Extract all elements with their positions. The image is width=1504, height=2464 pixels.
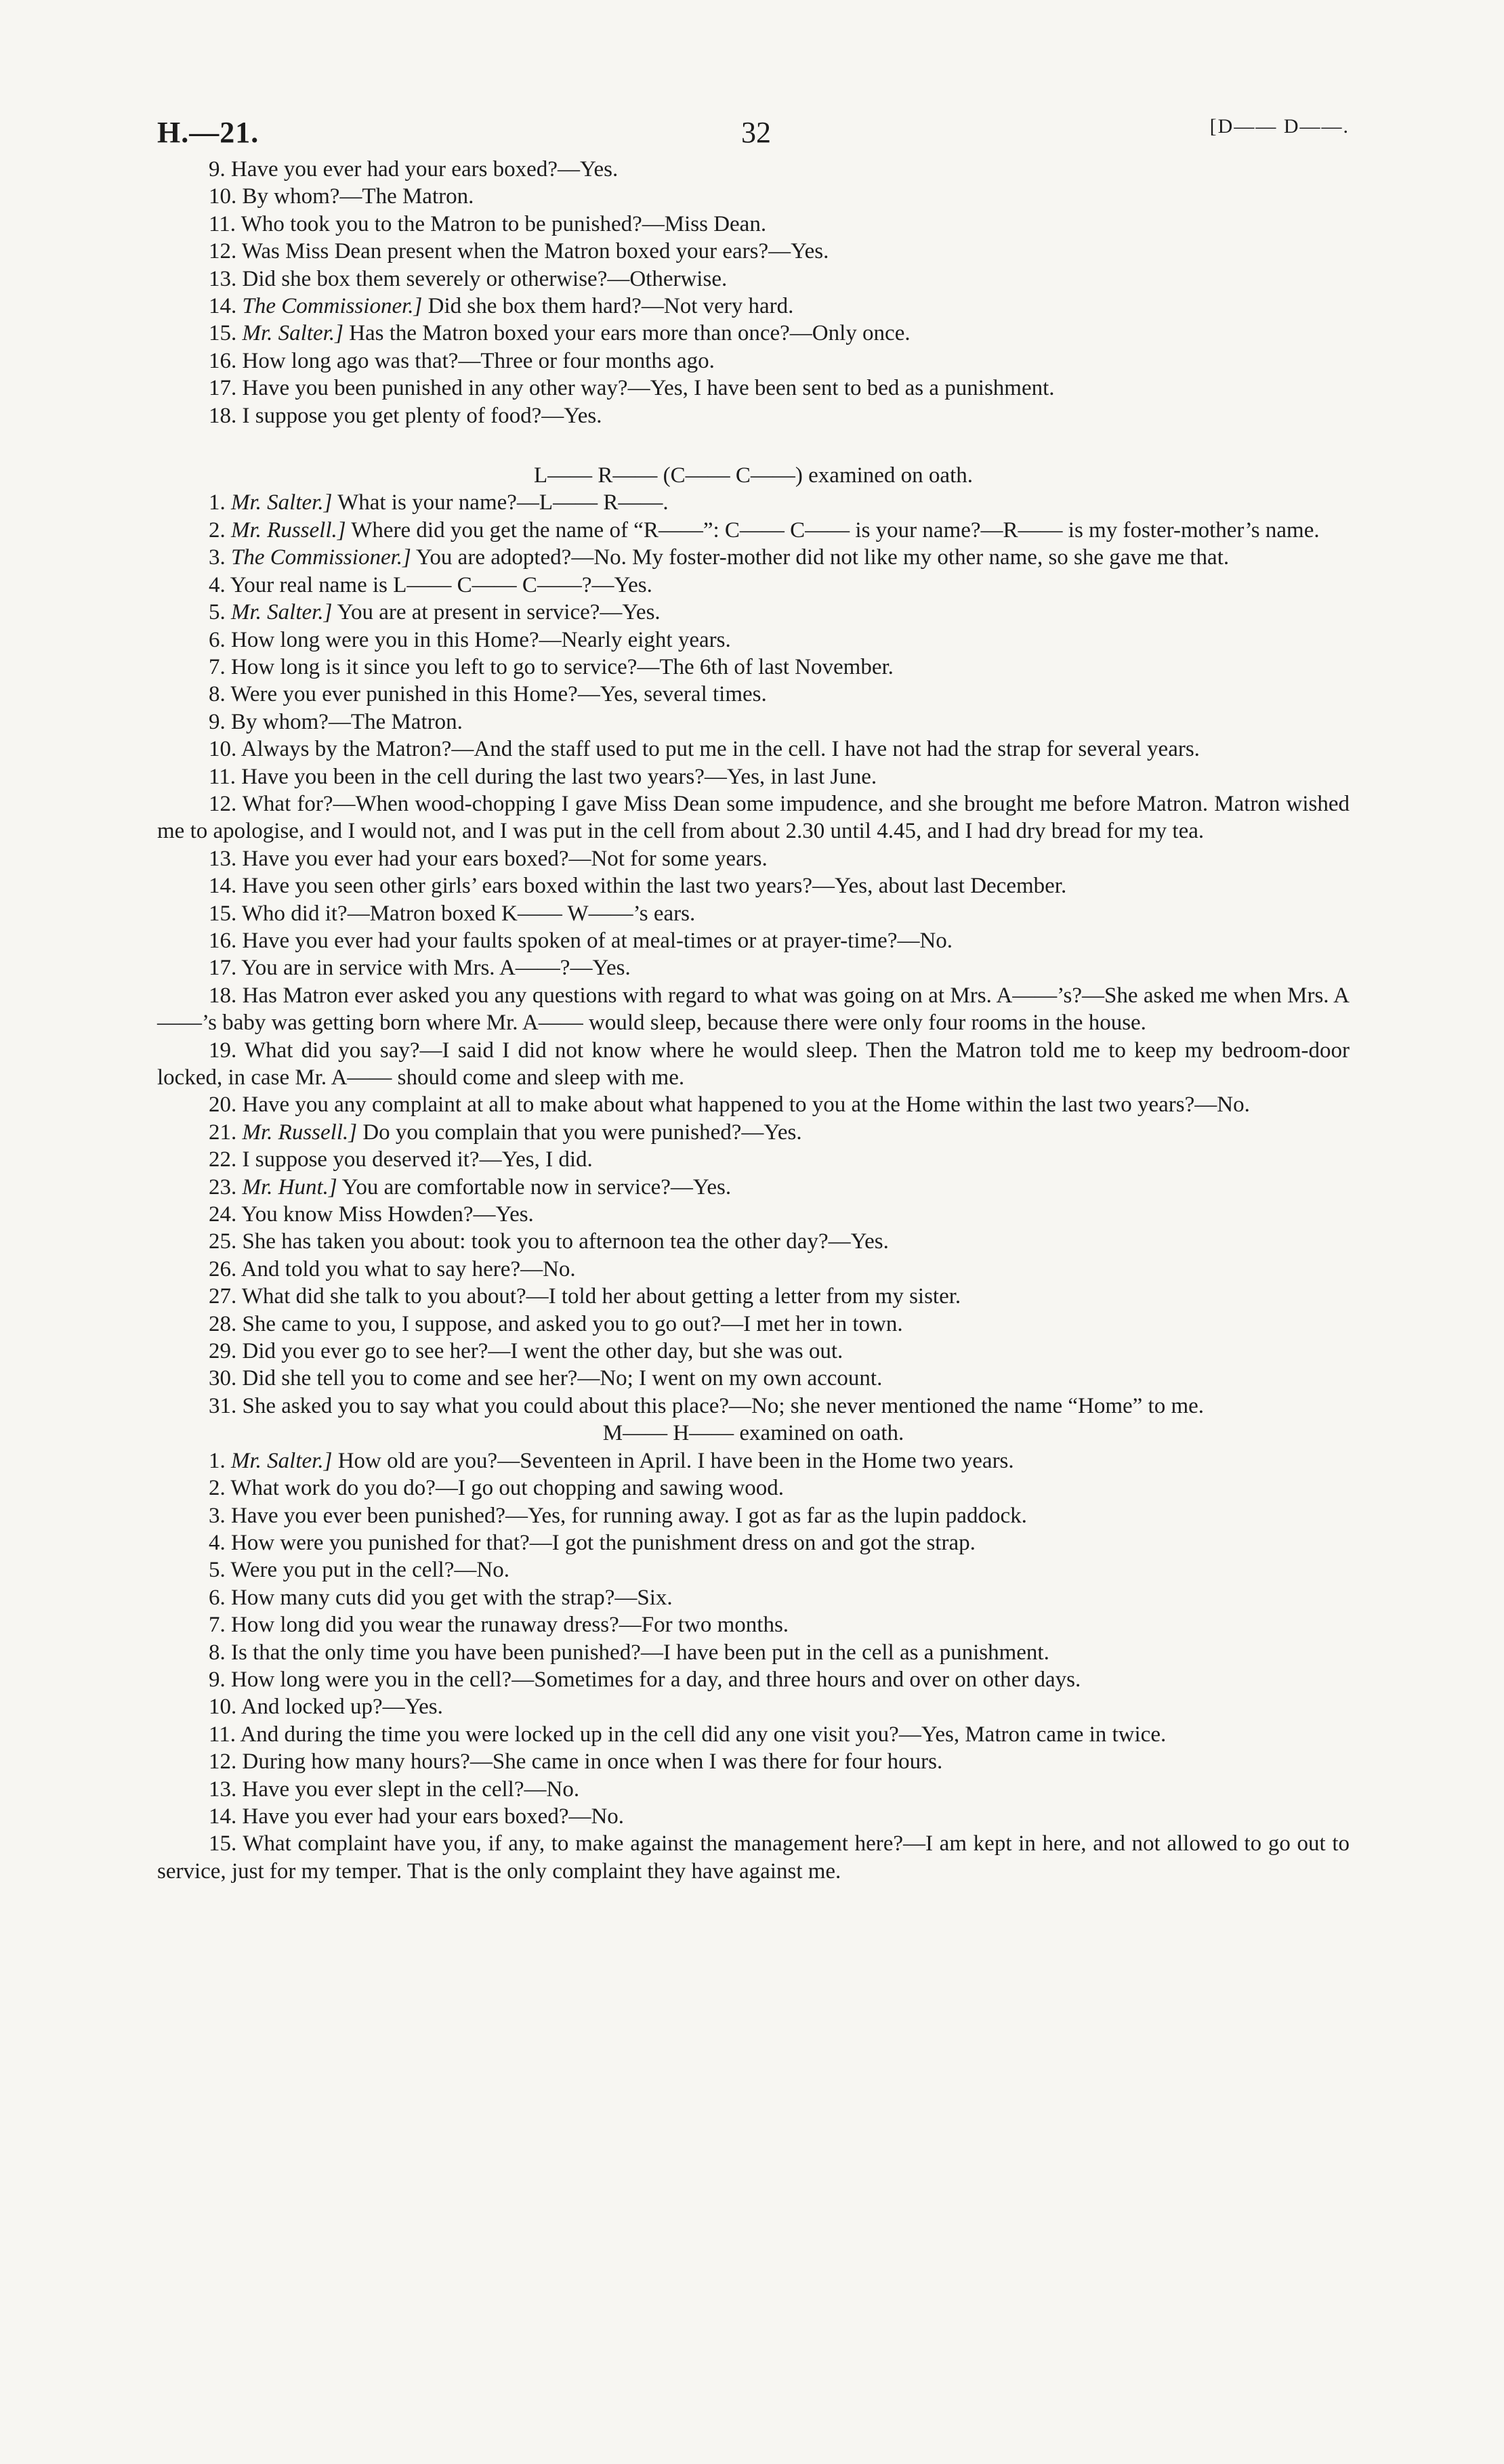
speaker-name: Mr. Salter.] [231,490,333,515]
question-number: 14. [209,1804,237,1829]
question-number: 15. [209,901,237,926]
question-answer [157,1529,1350,1556]
question-number: 14. [209,874,237,899]
question-answer [157,211,1350,238]
question-text: Who did it?—Matron boxed K—— W——’s ears. [241,901,696,926]
question-number: 21. [209,1120,237,1145]
question-text: Have you any complaint at all to make about what happened to you at the Home within the last two years?—No. [242,1092,1250,1118]
question-answer [157,375,1350,402]
speaker-name: Mr. Hunt.] [242,1174,337,1199]
question-text: Always by the Matron?—And the staff used to put me in the cell. I have not had the strap for several years. [241,737,1200,762]
question-number: 19. [209,1038,237,1063]
question-text: Were you ever punished in this Home?—Yes, several times. [230,682,767,707]
question-text: Was Miss Dean present when the Matron boxed your ears?—Yes. [241,239,829,264]
testimony-body [157,156,1350,1885]
question-answer [157,681,1350,708]
question-number: 12. [209,791,237,816]
question-text: You are comfortable now in service?—Yes. [337,1174,732,1199]
question-answer [157,1584,1350,1611]
question-text: And during the time you were locked up in the cell did any one visit you?—Yes, Matron came in twice. [240,1722,1167,1747]
question-answer [157,1174,1350,1201]
question-number: 16. [209,348,237,373]
question-text: How long were you in the cell?—Sometimes for a day, and three hours and over on other days. [231,1667,1081,1692]
question-answer [157,402,1350,429]
witness-heading: M—— H—— examined on oath. [602,1421,904,1446]
question-number: 15. [209,1831,237,1856]
question-text: Do you complain that you were punished?—Yes. [357,1120,802,1145]
question-text: And told you what to say here?—No. [241,1256,576,1281]
question-number: 4. [209,572,226,597]
question-number: 9. [209,1667,226,1692]
question-answer [157,1091,1350,1118]
question-answer [157,845,1350,872]
question-answer [157,183,1350,210]
question-answer [157,1119,1350,1146]
question-answer [157,1502,1350,1529]
speaker-name: Mr. Russell.] [231,517,346,543]
question-text: Have you ever been punished?—Yes, for running away. I got as far as the lupin paddock. [231,1503,1027,1528]
question-text: Have you ever had your faults spoken of at meal-times or at prayer-time?—No. [242,928,953,953]
question-number: 2. [209,1476,226,1501]
question-answer [157,1803,1350,1830]
question-text: You know Miss Howden?—Yes. [241,1202,534,1227]
question-answer [157,708,1350,736]
question-answer [157,1447,1350,1474]
question-text: During how many hours?—She came in once when I was there for four hours. [242,1749,943,1775]
speaker-name: Mr. Salter.] [242,321,343,346]
question-answer [157,872,1350,899]
question-answer [157,1365,1350,1392]
question-number: 10. [209,737,237,762]
question-answer [157,982,1350,1037]
question-answer [157,1748,1350,1775]
question-number: 12. [209,239,237,264]
question-number: 14. [209,294,237,319]
question-number: 10. [209,184,237,209]
question-text: Have you seen other girls’ ears boxed within the last two years?—Yes, about last December. [242,874,1067,899]
question-text: What is your name?—L—— R——. [332,490,669,515]
question-number: 13. [209,1777,237,1802]
question-answer [157,1693,1350,1720]
question-number: 20. [209,1092,237,1118]
question-answer [157,1393,1350,1420]
question-number: 9. [209,709,226,734]
question-text: I suppose you get plenty of food?—Yes. [242,403,602,428]
speaker-name: Mr. Russell.] [242,1120,358,1145]
question-number: 30. [209,1366,237,1391]
question-number: 1. [209,1448,226,1473]
question-number: 25. [209,1229,237,1254]
question-answer [157,544,1350,571]
question-answer [157,489,1350,516]
question-text: How many cuts did you get with the strap?—Six. [231,1585,673,1610]
question-answer [157,156,1350,183]
question-text: Has the Matron boxed your ears more than once?—Only once. [343,321,911,346]
question-text: How long were you in this Home?—Nearly eight years. [231,627,731,652]
question-number: 3. [209,545,226,570]
question-text: What did she talk to you about?—I told her about getting a letter from my sister. [241,1284,961,1309]
section-spacer [157,429,1350,462]
question-text: Have you ever slept in the cell?—No. [242,1777,580,1802]
question-text: And locked up?—Yes. [241,1695,443,1720]
question-text: She asked you to say what you could about this place?—No; she never mentioned the name “Home” to me. [242,1393,1205,1418]
question-number: 23. [209,1174,237,1199]
question-answer [157,654,1350,681]
question-number: 10. [209,1695,237,1720]
question-number: 13. [209,266,237,291]
question-text: How old are you?—Seventeen in April. I have been in the Home two years. [332,1448,1014,1473]
question-text: By whom?—The Matron. [242,184,474,209]
question-answer [157,1256,1350,1283]
question-answer [157,1611,1350,1638]
question-answer [157,1338,1350,1365]
question-number: 17. [209,956,237,981]
question-text: By whom?—The Matron. [231,709,463,734]
question-number: 2. [209,517,226,543]
question-text: Have you ever had your ears boxed?—Not for some years. [242,846,768,871]
question-text: She came to you, I suppose, and asked you to go out?—I met her in town. [242,1311,903,1336]
witness-heading: L—— R—— (C—— C——) examined on oath. [533,463,973,488]
question-number: 15. [209,321,237,346]
question-number: 18. [209,983,237,1008]
question-number: 11. [209,764,236,789]
question-answer [157,626,1350,654]
question-number: 22. [209,1147,237,1172]
question-number: 12. [209,1749,237,1775]
question-text: Have you been punished in any other way?—Yes, I have been sent to bed as a punishment. [242,376,1055,401]
question-number: 16. [209,928,237,953]
question-text: Did she box them severely or otherwise?—Otherwise. [242,266,728,291]
question-answer [157,517,1350,544]
question-answer [157,1311,1350,1338]
question-answer [157,736,1350,763]
question-text: Is that the only time you have been punished?—I have been put in the cell as a punishment. [231,1640,1049,1665]
question-number: 6. [209,627,226,652]
question-answer [157,1721,1350,1748]
question-answer [157,599,1350,626]
question-text: Your real name is L—— C—— C——?—Yes. [230,572,652,597]
question-answer [157,927,1350,954]
question-number: 8. [209,682,226,707]
question-text: Did you ever go to see her?—I went the other day, but she was out. [242,1339,843,1364]
question-answer [157,1556,1350,1584]
question-answer [157,238,1350,265]
question-number: 26. [209,1256,237,1281]
speaker-name: Mr. Salter.] [231,600,333,625]
speaker-name: The Commissioner.] [242,294,423,319]
question-answer [157,1776,1350,1803]
page-header [157,115,1350,156]
question-text: Have you ever had your ears boxed?—No. [242,1804,625,1829]
question-text: Who took you to the Matron to be punished?—Miss Dean. [241,211,767,236]
question-answer [157,1474,1350,1502]
question-answer [157,790,1350,845]
testimony-section [157,429,1350,1420]
question-text: How long did you wear the runaway dress?—For two months. [231,1613,789,1638]
question-number: 29. [209,1339,237,1364]
question-number: 27. [209,1284,237,1309]
question-text: I suppose you deserved it?—Yes, I did. [242,1147,593,1172]
question-text: You are adopted?—No. My foster-mother did not like my other name, so she gave me that. [411,545,1230,570]
question-answer [157,1146,1350,1173]
question-number: 11. [209,211,236,236]
question-number: 31. [209,1393,237,1418]
question-number: 1. [209,490,226,515]
question-text: What complaint have you, if any, to make against the management here?—I am kept in here, and not allowed to go out to service, just for my temper. That is the only complaint they have against me. [157,1831,1350,1884]
speaker-name: Mr. Salter.] [231,1448,333,1473]
question-answer [157,293,1350,320]
question-text: You are in service with Mrs. A——?—Yes. [241,956,631,981]
question-number: 11. [209,1722,236,1747]
question-answer [157,265,1350,293]
question-text: She has taken you about: took you to afternoon tea the other day?—Yes. [242,1229,889,1254]
question-answer [157,1201,1350,1228]
question-text: How long ago was that?—Three or four months ago. [242,348,715,373]
question-text: Did she box them hard?—Not very hard. [422,294,794,319]
question-text: What work do you do?—I go out chopping and sawing wood. [230,1476,785,1501]
paper-reference: H.—21. [157,116,259,149]
question-answer [157,1639,1350,1666]
question-number: 24. [209,1202,237,1227]
page-number: 32 [741,116,771,149]
question-answer [157,1830,1350,1885]
question-answer [157,763,1350,790]
question-answer [157,1283,1350,1310]
question-text: Were you put in the cell?—No. [230,1558,509,1583]
question-number: 3. [209,1503,226,1528]
witness-reference: [D—— D——. [1209,115,1350,137]
question-number: 5. [209,1558,226,1583]
question-number: 5. [209,600,226,625]
question-number: 17. [209,376,237,401]
question-number: 4. [209,1530,226,1555]
question-text: What did you say?—I said I did not know where he would sleep. Then the Matron told me to keep my bedroom-door locked, in case Mr. A—— should come and sleep with me. [157,1038,1350,1090]
question-text: Has Matron ever asked you any questions with regard to what was going on at Mrs. A——’s?—She asked me when Mrs. A——’s baby was getting born where Mr. A—— would sleep, because there were only four rooms in the house. [157,983,1350,1036]
testimony-section [157,156,1350,429]
question-number: 28. [209,1311,237,1336]
question-answer [157,320,1350,347]
question-answer [157,347,1350,375]
question-text: What for?—When wood-chopping I gave Miss Dean some impudence, and she brought me before Matron. Matron wished me to apologise, and I would not, and I was put in the cell from about 2.30 until 4.45, and I had dry bread for my tea. [157,791,1350,844]
speaker-name: The Commissioner.] [231,545,411,570]
question-text: Did she tell you to come and see her?—No; I went on my own account. [242,1366,883,1391]
question-answer [157,1228,1350,1255]
question-text: Have you been in the cell during the last two years?—Yes, in last June. [241,764,877,789]
question-number: 7. [209,654,226,679]
question-answer [157,1037,1350,1092]
question-answer [157,954,1350,981]
question-text: You are at present in service?—Yes. [332,600,661,625]
question-answer [157,1666,1350,1693]
question-number: 9. [209,157,226,182]
question-number: 13. [209,846,237,871]
question-text: How were you punished for that?—I got the punishment dress on and got the strap. [231,1530,976,1555]
document-page [157,115,1350,1885]
question-number: 18. [209,403,237,428]
question-answer [157,572,1350,599]
question-number: 6. [209,1585,226,1610]
testimony-section [157,1420,1350,1885]
question-number: 7. [209,1613,226,1638]
question-number: 8. [209,1640,226,1665]
question-text: How long is it since you left to go to service?—The 6th of last November. [231,654,894,679]
question-text: Where did you get the name of “R——”: C—— C—— is your name?—R—— is my foster-mother’s name. [346,517,1320,543]
question-answer [157,900,1350,927]
question-text: Have you ever had your ears boxed?—Yes. [231,157,619,182]
